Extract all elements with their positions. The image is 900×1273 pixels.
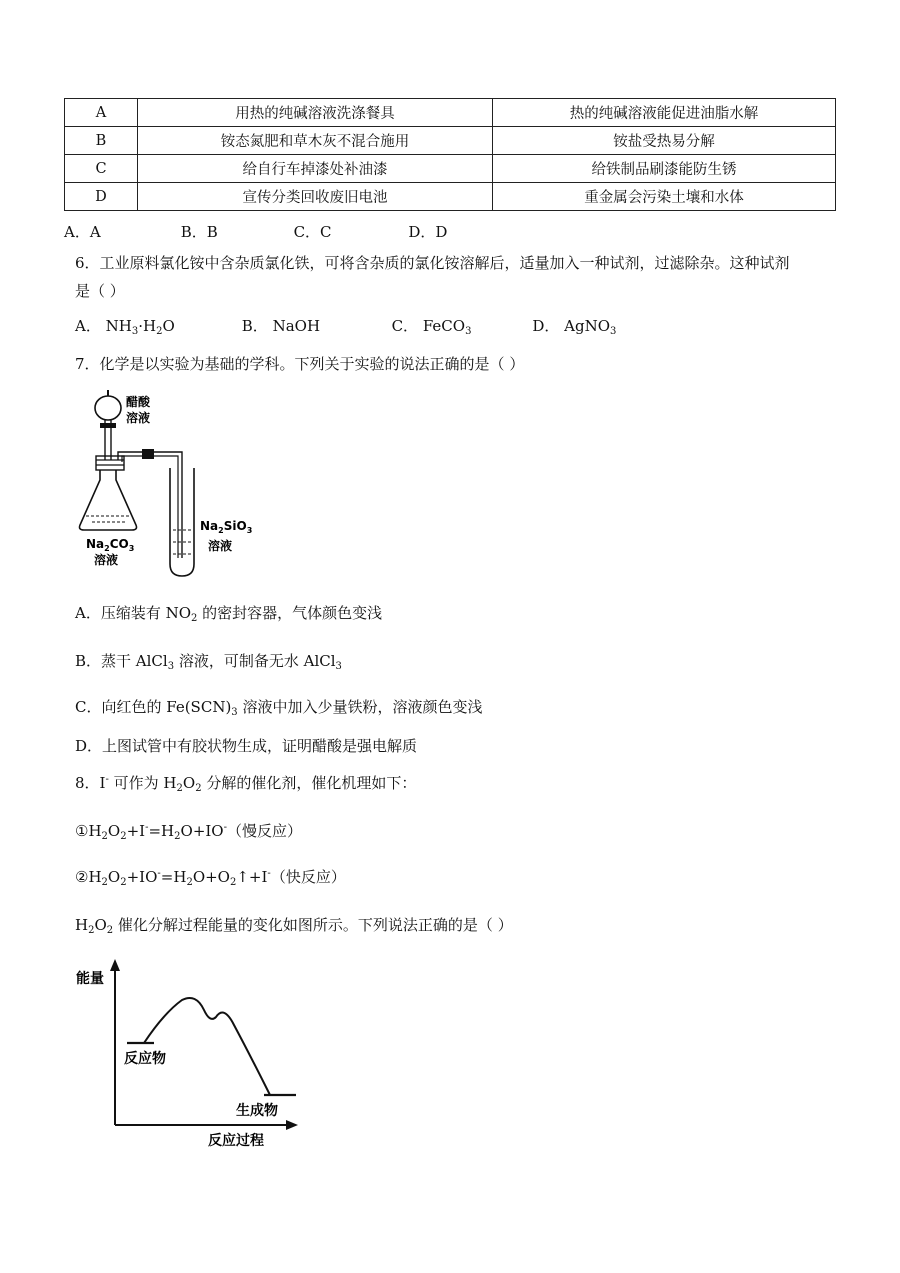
q5-choice-c[interactable]: C．C (293, 223, 332, 241)
funnel-label-2: 溶液 (126, 411, 151, 425)
rubber-connector (142, 449, 154, 459)
q7-option-b[interactable]: B．蒸干 AlCl$_3$ 溶液，可制备无水 AlCl$_3$ (75, 652, 342, 672)
q8-reaction-2: $②H_2O_2+IO^-=H_2O+O_2↑+I^-$（快反应） (75, 868, 346, 888)
conical-flask (80, 470, 137, 530)
row-practice: 用热的纯碱溶液洗涤餐具 (138, 99, 493, 127)
q7-option-d[interactable]: D．上图试管中有胶状物生成，证明醋酸是强电解质 (75, 737, 418, 755)
q6-choice-a[interactable]: A． $NH_3\cdot H_2O$ (75, 317, 175, 337)
funnel-stopcock (100, 423, 116, 428)
row-practice: 给自行车掉漆处补油漆 (138, 155, 493, 183)
row-key: B (65, 127, 138, 155)
q5-choice-a[interactable]: A．A (64, 223, 101, 241)
funnel-label-1: 醋酸 (126, 395, 151, 409)
q8-reaction-1: $①H_2O_2+I^-=H_2O+IO^-$（慢反应） (75, 822, 303, 842)
table-row (65, 127, 836, 155)
q8-stem: 8．I- 可作为 $H_2O_2$ 分解的催化剂，催化机理如下： (75, 774, 417, 794)
row-key: A (65, 99, 138, 127)
row-reason: 热的纯碱溶液能促进油脂水解 (493, 99, 836, 127)
q6-stem-line2: 是（ ） (75, 282, 125, 300)
tube-label-solution: 溶液 (208, 539, 233, 553)
q7-option-a[interactable]: A．压缩装有 $NO_2$ 的密封容器，气体颜色变浅 (75, 604, 383, 624)
q6-choice-b[interactable]: B． NaOH (241, 317, 321, 335)
apparatus-figure (70, 380, 270, 585)
row-practice: 宣传分类回收废旧电池 (138, 183, 493, 211)
product-label: 生成物 (236, 1103, 278, 1119)
options-table (64, 98, 836, 211)
x-axis-arrow (286, 1120, 298, 1130)
q7-option-c[interactable]: C．向红色的 $Fe(SCN)_3$ 溶液中加入少量铁粉，溶液颜色变浅 (75, 698, 483, 718)
flask-stopper (96, 456, 124, 470)
q5-choice-b[interactable]: B．B (180, 223, 218, 241)
row-reason: 重金属会污染土壤和水体 (493, 183, 836, 211)
q7-stem: 7．化学是以实验为基础的学科。下列关于实验的说法正确的是（ ） (75, 355, 525, 373)
reactant-label: 反应物 (124, 1051, 166, 1067)
flask-label-solution: 溶液 (94, 553, 119, 567)
q6-choices (75, 315, 616, 337)
q6-stem-line1: 6．工业原料氯化铵中含杂质氯化铁，可将含杂质的氯化铵溶解后，适量加入一种试剂，过滤除杂。这种试剂 (75, 254, 790, 272)
q5-choices (64, 221, 447, 242)
table-row (65, 183, 836, 211)
y-axis-arrow (110, 959, 120, 971)
q6-choice-c[interactable]: C． FeCO$_3$ (391, 317, 472, 337)
row-key: C (65, 155, 138, 183)
energy-curve (127, 998, 296, 1095)
tube-label-formula: $Na_2SiO_3$ (200, 519, 253, 535)
energy-diagram (72, 955, 302, 1155)
funnel-bulb (95, 396, 121, 420)
table-row (65, 155, 836, 183)
row-reason: 铵盐受热易分解 (493, 127, 836, 155)
row-reason: 给铁制品刷漆能防生锈 (493, 155, 836, 183)
x-axis-label: 反应过程 (208, 1133, 264, 1149)
flask-label-formula: $Na_2CO_3$ (86, 537, 135, 553)
y-axis-label: 能量 (76, 971, 104, 987)
q8-energy-stem: $H_2O_2$ 催化分解过程能量的变化如图所示。下列说法正确的是（ ） (75, 916, 513, 936)
row-practice: 铵态氮肥和草木灰不混合施用 (138, 127, 493, 155)
table-row (65, 99, 836, 127)
q5-choice-d[interactable]: D．D (408, 223, 448, 241)
q6-choice-d[interactable]: D． AgNO$_3$ (532, 317, 617, 337)
row-key: D (65, 183, 138, 211)
